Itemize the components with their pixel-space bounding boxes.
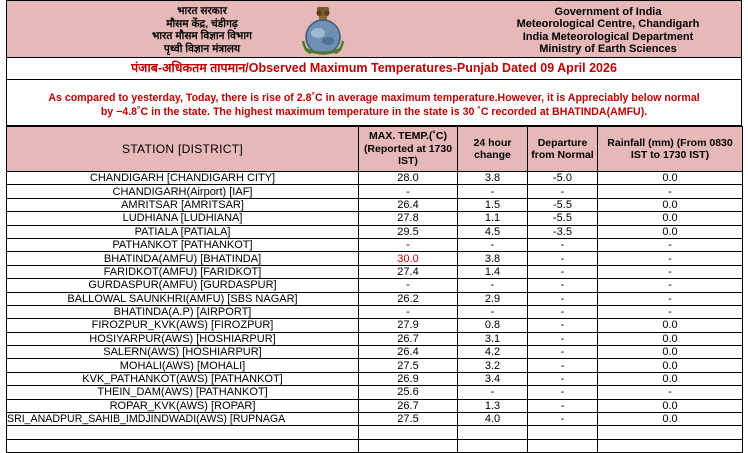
table-row — [7, 413, 743, 426]
table-row — [7, 399, 743, 412]
station-cell: BHATINDA(AMFU) [BHATINDA] — [7, 252, 359, 265]
change-cell: 3.8 — [458, 252, 528, 265]
rainfall-cell: 0.0 — [598, 225, 743, 238]
rainfall-cell: - — [598, 386, 743, 399]
departure-cell: - — [528, 265, 598, 278]
temperature-table — [6, 126, 743, 453]
table-row — [7, 319, 743, 332]
rainfall-cell: 0.0 — [598, 413, 743, 426]
table-row — [7, 225, 743, 238]
max-temp-cell-highest: 30.0 — [359, 252, 458, 265]
empty-cell — [359, 439, 458, 452]
col-header-change: 24 hour change — [458, 127, 528, 172]
national-emblem-logo-icon — [299, 5, 347, 57]
max-temp-cell: 26.9 — [359, 372, 458, 385]
empty-cell — [458, 426, 528, 439]
departure-cell: - — [528, 305, 598, 318]
change-cell: 1.3 — [458, 399, 528, 412]
col-header-rainfall: Rainfall (mm) (From 0830 IST to 1730 IST) — [598, 127, 743, 172]
rainfall-cell: - — [598, 305, 743, 318]
max-temp-cell: - — [359, 185, 458, 198]
station-cell: KVK_PATHANKOT(AWS) [PATHANKOT] — [7, 372, 359, 385]
table-row — [7, 305, 743, 318]
change-cell: 3.4 — [458, 372, 528, 385]
station-cell: CHANDIGARH [CHANDIGARH CITY] — [7, 172, 359, 185]
english-line: Government of India — [554, 6, 662, 18]
table-row — [7, 346, 743, 359]
empty-cell — [7, 439, 359, 452]
change-cell: - — [458, 386, 528, 399]
table-row — [7, 185, 743, 198]
departure-cell: -3.5 — [528, 225, 598, 238]
station-cell: FIROZPUR_KVK(AWS) [FIROZPUR] — [7, 319, 359, 332]
max-temp-cell: 27.5 — [359, 413, 458, 426]
departure-cell: - — [528, 292, 598, 305]
english-org-block — [493, 6, 723, 56]
col-header-departure: Departure from Normal — [528, 127, 598, 172]
rainfall-cell: 0.0 — [598, 212, 743, 225]
change-cell: - — [458, 185, 528, 198]
change-cell: 4.5 — [458, 225, 528, 238]
rainfall-cell: 0.0 — [598, 346, 743, 359]
station-cell: GURDASPUR(AMFU) [GURDASPUR] — [7, 279, 359, 292]
station-cell: AMRITSAR [AMRITSAR] — [7, 198, 359, 211]
change-cell: 4.0 — [458, 413, 528, 426]
col-header-station: STATION [DISTRICT] — [7, 127, 359, 172]
report-header — [6, 0, 742, 58]
departure-cell: - — [528, 386, 598, 399]
empty-row — [7, 426, 743, 439]
departure-cell: -5.5 — [528, 198, 598, 211]
departure-cell: - — [528, 332, 598, 345]
hindi-line: पृथ्वी विज्ञान मंत्रालय — [163, 42, 241, 55]
empty-row — [7, 439, 743, 452]
max-temp-cell: - — [359, 238, 458, 251]
departure-cell: -5.0 — [528, 172, 598, 185]
empty-cell — [528, 439, 598, 452]
table-row — [7, 198, 743, 211]
max-temp-cell: 27.5 — [359, 359, 458, 372]
change-cell: 3.2 — [458, 359, 528, 372]
station-cell: ROPAR_KVK(AWS) [ROPAR] — [7, 399, 359, 412]
english-line: Meteorological Centre, Chandigarh — [516, 18, 700, 31]
summary-line: by −4.8˚C in the state. The highest maximum temperature in the state is 30 ˚C recorded at BHATINDA(AMFU). — [100, 106, 648, 118]
change-cell: - — [458, 238, 528, 251]
station-cell: HOSIYARPUR(AWS) [HOSHIARPUR] — [7, 332, 359, 345]
station-cell: BHATINDA(A.P) [AIRPORT] — [7, 305, 359, 318]
table-row — [7, 292, 743, 305]
rainfall-cell: 0.0 — [598, 359, 743, 372]
station-cell: MOHALI(AWS) [MOHALI] — [7, 359, 359, 372]
max-temp-cell: 27.4 — [359, 265, 458, 278]
table-row — [7, 252, 743, 265]
departure-cell: - — [528, 238, 598, 251]
hindi-line: मौसम केंद्र, चंडीगढ़ — [166, 17, 238, 30]
departure-cell: - — [528, 279, 598, 292]
table-row — [7, 332, 743, 345]
station-cell: SALERN(AWS) [HOSHIARPUR] — [7, 346, 359, 359]
max-temp-cell: 25.6 — [359, 386, 458, 399]
table-row — [7, 212, 743, 225]
hindi-line: भारत मौसम विज्ञान विभाग — [152, 30, 252, 43]
max-temp-cell: 26.7 — [359, 399, 458, 412]
station-cell: PATIALA [PATIALA] — [7, 225, 359, 238]
departure-cell: - — [528, 359, 598, 372]
departure-cell: - — [528, 346, 598, 359]
table-header-row — [7, 127, 743, 172]
summary-line: As compared to yesterday, Today, there is rise of 2.8˚C in average maximum temperature.However, it is Appreciably below normal — [48, 92, 700, 104]
departure-cell: - — [528, 399, 598, 412]
change-cell: 1.1 — [458, 212, 528, 225]
departure-cell: - — [528, 319, 598, 332]
max-temp-cell: 26.7 — [359, 332, 458, 345]
rainfall-cell: 0.0 — [598, 172, 743, 185]
change-cell: 1.5 — [458, 198, 528, 211]
rainfall-cell: - — [598, 185, 743, 198]
empty-cell — [598, 439, 743, 452]
table-row — [7, 238, 743, 251]
rainfall-cell: - — [598, 238, 743, 251]
max-temp-cell: 27.8 — [359, 212, 458, 225]
empty-cell — [598, 426, 743, 439]
max-temp-cell: 26.4 — [359, 198, 458, 211]
change-cell: 3.1 — [458, 332, 528, 345]
max-temp-cell: 26.4 — [359, 346, 458, 359]
change-cell: 0.8 — [458, 319, 528, 332]
table-row — [7, 265, 743, 278]
table-row — [7, 279, 743, 292]
change-cell: 4.2 — [458, 346, 528, 359]
rainfall-cell: - — [598, 279, 743, 292]
rainfall-cell: 0.0 — [598, 332, 743, 345]
rainfall-cell: - — [598, 265, 743, 278]
max-temp-cell: 27.9 — [359, 319, 458, 332]
english-line: India Meteorological Department — [522, 30, 694, 43]
table-row — [7, 172, 743, 185]
rainfall-cell: 0.0 — [598, 399, 743, 412]
empty-cell — [528, 426, 598, 439]
max-temp-cell: - — [359, 305, 458, 318]
report-title: पंजाब-अधिकतम तापमान/Observed Maximum Temperatures-Punjab Dated 09 April 2026 — [6, 58, 742, 80]
empty-cell — [7, 426, 359, 439]
rainfall-cell: 0.0 — [598, 319, 743, 332]
rainfall-cell: - — [598, 252, 743, 265]
change-cell: 2.9 — [458, 292, 528, 305]
station-cell: LUDHIANA [LUDHIANA] — [7, 212, 359, 225]
max-temp-cell: - — [359, 279, 458, 292]
empty-cell — [458, 439, 528, 452]
max-temp-cell: 28.0 — [359, 172, 458, 185]
station-cell: CHANDIGARH(Airport) [IAF] — [7, 185, 359, 198]
change-cell: - — [458, 279, 528, 292]
rainfall-cell: 0.0 — [598, 372, 743, 385]
summary-text — [6, 80, 742, 126]
hindi-org-block — [122, 5, 282, 55]
change-cell: 1.4 — [458, 265, 528, 278]
departure-cell: - — [528, 252, 598, 265]
station-cell: FARIDKOT(AMFU) [FARIDKOT] — [7, 265, 359, 278]
english-line: Ministry of Earth Sciences — [539, 43, 677, 56]
table-row — [7, 372, 743, 385]
departure-cell: -5.5 — [528, 212, 598, 225]
table-row — [7, 359, 743, 372]
station-cell: PATHANKOT [PATHANKOT] — [7, 238, 359, 251]
station-cell: THEIN_DAM(AWS) [PATHANKOT] — [7, 386, 359, 399]
departure-cell: - — [528, 372, 598, 385]
change-cell: 3.8 — [458, 172, 528, 185]
station-cell: BALLOWAL SAUNKHRI(AMFU) [SBS NAGAR] — [7, 292, 359, 305]
departure-cell: - — [528, 185, 598, 198]
table-row — [7, 386, 743, 399]
change-cell: - — [458, 305, 528, 318]
col-header-max-temp: MAX. TEMP.(˚C) (Reported at 1730 IST) — [359, 127, 458, 172]
departure-cell: - — [528, 413, 598, 426]
hindi-line: भारत सरकार — [177, 5, 227, 17]
station-cell: SRI_ANADPUR_SAHIB_IMDJINDWADI(AWS) [RUPNAGA — [7, 413, 359, 426]
rainfall-cell: 0.0 — [598, 198, 743, 211]
rainfall-cell: - — [598, 292, 743, 305]
empty-cell — [359, 426, 458, 439]
max-temp-cell: 29.5 — [359, 225, 458, 238]
max-temp-cell: 26.2 — [359, 292, 458, 305]
